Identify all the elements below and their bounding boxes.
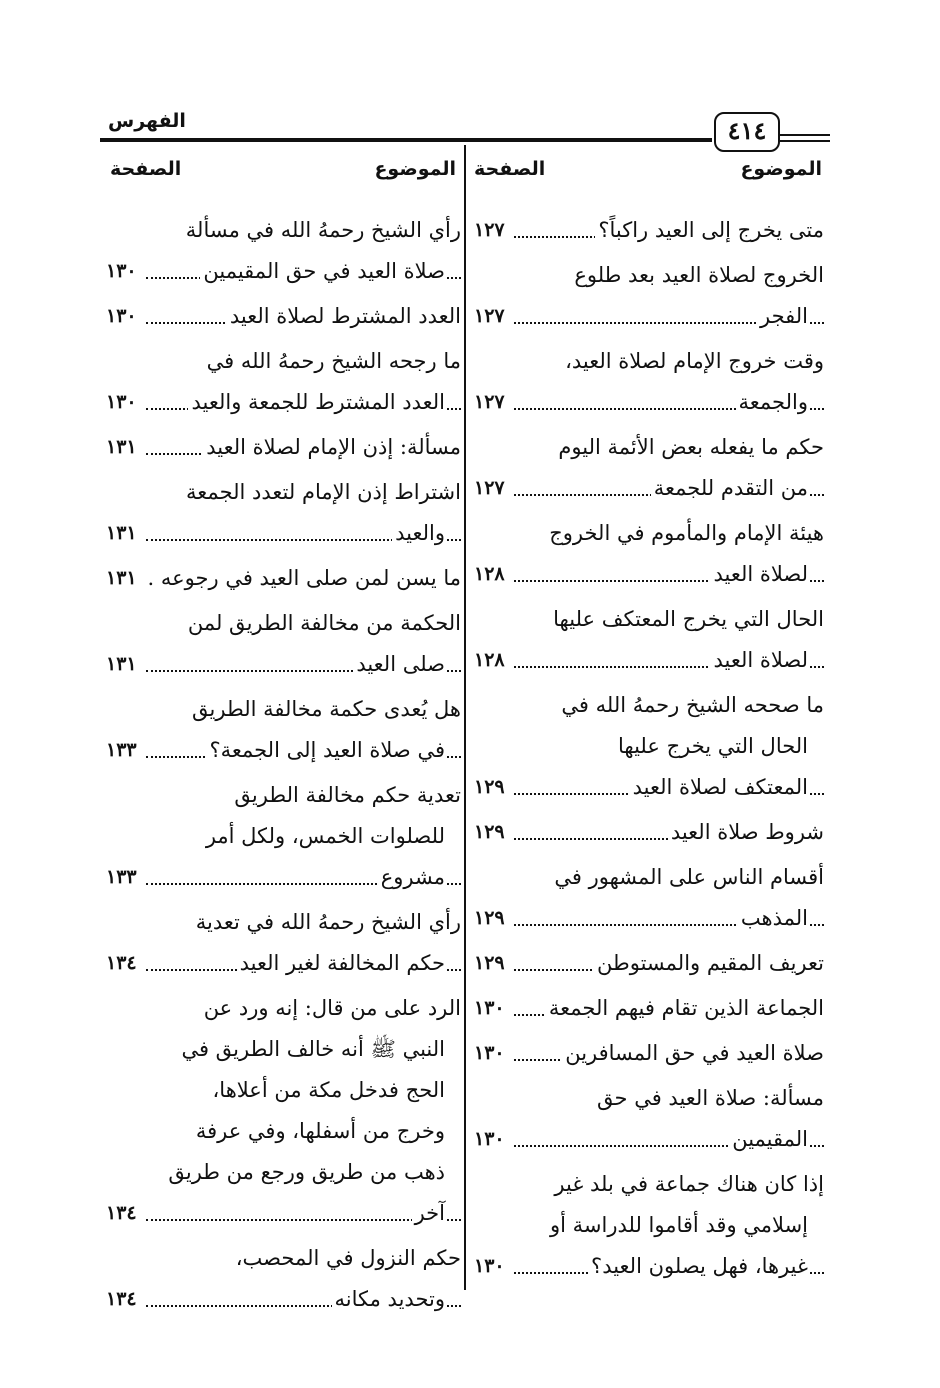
index-entry-line (474, 1033, 824, 1074)
entry-text: رأي الشيخ رحمهُ الله في مسألة (183, 218, 461, 242)
entry-text: العدد المشترط للجمعة والعيد (188, 390, 445, 414)
index-entry-line (106, 558, 461, 599)
entry-text: المقيمين (729, 1127, 808, 1151)
entry-text: للصلوات الخمس، ولكل أمر (203, 824, 445, 848)
entry-page-number: ١٢٧ (474, 296, 512, 337)
index-entry-line (106, 730, 461, 771)
index-entry-line (474, 685, 824, 726)
index-entry-line (474, 296, 824, 337)
column-header-topic: الموضوع (740, 158, 822, 180)
entry-text: اشتراط إذن الإمام لتعدد الجمعة (183, 480, 461, 504)
entry-page-number: ١٣٠ (106, 382, 144, 423)
index-entry-line (474, 554, 824, 595)
entry-text: لصلاة العيد (710, 648, 808, 672)
entry-text: هيئة الإمام والمأموم في الخروج (546, 521, 824, 545)
column-header-topic: الموضوع (374, 158, 456, 180)
entry-text: ما صححه الشيخ رحمهُ الله في (558, 693, 824, 717)
entry-page-number: ١٢٩ (474, 812, 512, 853)
entry-text: ما رجحه الشيخ رحمهُ الله في (204, 349, 461, 373)
entry-page-number: ١٢٧ (474, 468, 512, 509)
entry-text: لصلاة العيد (710, 562, 808, 586)
entry-text: ذهب من طريق ورجع من طريق (165, 1160, 445, 1184)
index-entry-line (474, 1119, 824, 1160)
entry-text: المذهب (738, 906, 808, 930)
index-column-left (106, 210, 461, 1311)
entry-text: المعتكف لصلاة العيد (630, 775, 808, 799)
entry-page-number: ١٣١ (106, 513, 144, 554)
index-entry-line (106, 1238, 461, 1279)
index-entry-line (474, 812, 824, 853)
index-entry-line (474, 341, 824, 382)
index-entry-line (106, 1152, 461, 1193)
index-entry-line (474, 1078, 824, 1119)
index-entry-line (106, 251, 461, 292)
index-column-right (474, 210, 824, 1290)
entry-text: الفجر (757, 304, 808, 328)
entry-page-number: ١٣٣ (106, 730, 144, 771)
header-rule (780, 134, 830, 136)
index-entry-line (106, 427, 461, 468)
running-title: الفهرس (108, 110, 186, 132)
entry-text: الخروج لصلاة العيد بعد طلوع (571, 263, 824, 287)
index-entry-line (474, 898, 824, 939)
index-entry-line (106, 1070, 461, 1111)
column-header-page: الصفحة (474, 158, 546, 180)
index-entry-line (106, 1111, 461, 1152)
entry-page-number: ١٣٣ (106, 857, 144, 898)
entry-page-number: ١٣٠ (106, 251, 144, 292)
index-entry-line (474, 726, 824, 767)
index-entry-line (474, 599, 824, 640)
entry-page-number: ١٢٧ (474, 210, 512, 251)
entry-text: هل يُعدى حكمة مخالفة الطريق (189, 697, 461, 721)
index-entry-line (474, 640, 824, 681)
entry-page-number: ١٣٤ (106, 1279, 144, 1320)
entry-text: وقت خروج الإمام لصلاة العيد، (562, 349, 824, 373)
entry-page-number: ١٣٤ (106, 943, 144, 984)
index-entry-line (474, 988, 824, 1029)
header-rule (100, 138, 712, 142)
entry-text: شروط صلاة العيد (668, 820, 824, 844)
entry-text: مشروع (378, 865, 445, 889)
index-entry-line (474, 255, 824, 296)
index-entry-line (474, 767, 824, 808)
index-entry-line (106, 943, 461, 984)
entry-text: حكم النزول في المحصب، (233, 1246, 461, 1270)
entry-page-number: ١٣٠ (474, 1119, 512, 1160)
entry-page-number: ١٢٧ (474, 382, 512, 423)
entry-text: إسلامي وقد أقاموا للدراسة أو (547, 1213, 808, 1237)
index-entry-line (474, 427, 824, 468)
index-entry-line (106, 341, 461, 382)
entry-text: الحكمة من مخالفة الطريق لمن (185, 611, 461, 635)
entry-page-number: ١٢٨ (474, 640, 512, 681)
index-entry-line (106, 513, 461, 554)
index-entry-line (106, 296, 461, 337)
index-entry-line (106, 775, 461, 816)
index-entry-line (474, 468, 824, 509)
index-entry-line (474, 513, 824, 554)
index-entry-line (106, 210, 461, 251)
entry-text: الرد على من قال: إنه ورد عن (201, 996, 461, 1020)
entry-text: وخرج من أسفلها، وفي عرفة (193, 1119, 445, 1143)
entry-text: في صلاة العيد إلى الجمعة؟ (206, 738, 445, 762)
entry-text: الحال التي يخرج عليها (615, 734, 808, 758)
entry-page-number: ١٣٠ (474, 988, 512, 1029)
entry-page-number: ١٣١ (106, 427, 144, 468)
index-entry-line (106, 689, 461, 730)
entry-page-number: ١٣١ (106, 644, 144, 685)
entry-page-number: ١٣٠ (474, 1033, 512, 1074)
entry-text: متى يخرج إلى العيد راكباً؟ (595, 218, 824, 242)
entry-text: رأي الشيخ رحمهُ الله في تعدية (193, 910, 461, 934)
entry-page-number: ١٢٨ (474, 554, 512, 595)
entry-page-number: ١٣٤ (106, 1193, 144, 1234)
entry-text: مسألة: صلاة العيد في حق (594, 1086, 824, 1110)
entry-page-number: ١٣٠ (106, 296, 144, 337)
entry-text: تعريف المقيم والمستوطن (594, 951, 824, 975)
entry-text: غيرها، فهل يصلون العيد؟ (588, 1254, 808, 1278)
entry-page-number: ١٢٩ (474, 898, 512, 939)
index-entry-line (106, 857, 461, 898)
entry-text: صلى العيد (353, 652, 445, 676)
index-entry-line (474, 382, 824, 423)
index-entry-line (106, 902, 461, 943)
entry-text: صلاة العيد في حق المقيمين (200, 259, 445, 283)
index-entry-line (106, 1279, 461, 1320)
header-rule (780, 140, 830, 142)
entry-text: تعدية حكم مخالفة الطريق (231, 783, 461, 807)
entry-text: والجمعة (736, 390, 808, 414)
entry-text: مسألة: إذن الإمام لصلاة العيد (203, 435, 461, 459)
entry-text: الحج فدخل مكة من أعلاها، (210, 1078, 445, 1102)
index-entry-line (106, 382, 461, 423)
page-number: ٤١٤ (714, 112, 780, 152)
entry-text: وتحديد مكانه (332, 1287, 445, 1311)
entry-text: النبي ﷺ أنه خالف الطريق في (178, 1037, 445, 1061)
index-entry-line (106, 1029, 461, 1070)
entry-text: والعيد (392, 521, 445, 545)
entry-text: ما يسن لمن صلى العيد في رجوعه . (145, 566, 461, 590)
entry-text: الجماعة الذين تقام فيهم الجمعة (546, 996, 824, 1020)
index-entry-line (106, 1193, 461, 1234)
entry-page-number: ١٣٠ (474, 1246, 512, 1287)
index-entry-line (106, 472, 461, 513)
index-entry-line (106, 603, 461, 644)
index-entry-line (474, 1164, 824, 1205)
entry-text: من التقدم للجمعة (651, 476, 808, 500)
column-divider (464, 145, 466, 1290)
entry-text: الحال التي يخرج المعتكف عليها (550, 607, 824, 631)
entry-text: آخر (412, 1201, 445, 1225)
index-entry-line (474, 943, 824, 984)
index-entry-line (474, 1205, 824, 1246)
entry-text: حكم ما يفعله بعض الأئمة اليوم (555, 435, 824, 459)
index-entry-line (106, 644, 461, 685)
entry-page-number: ١٢٩ (474, 943, 512, 984)
column-header-page: الصفحة (110, 158, 182, 180)
entry-page-number: ١٣١ (106, 558, 144, 599)
index-entry-line (474, 857, 824, 898)
entry-text: العدد المشترط لصلاة العيد (227, 304, 461, 328)
index-entry-line (474, 1246, 824, 1287)
entry-page-number: ١٢٩ (474, 767, 512, 808)
index-entry-line (106, 816, 461, 857)
index-entry-line (474, 210, 824, 251)
entry-text: حكم المخالفة لغير العيد (237, 951, 445, 975)
entry-text: أقسام الناس على المشهور في (551, 865, 824, 889)
entry-text: صلاة العيد في حق المسافرين (562, 1041, 824, 1065)
entry-text: إذا كان هناك جماعة في بلد غير (551, 1172, 824, 1196)
index-entry-line (106, 988, 461, 1029)
